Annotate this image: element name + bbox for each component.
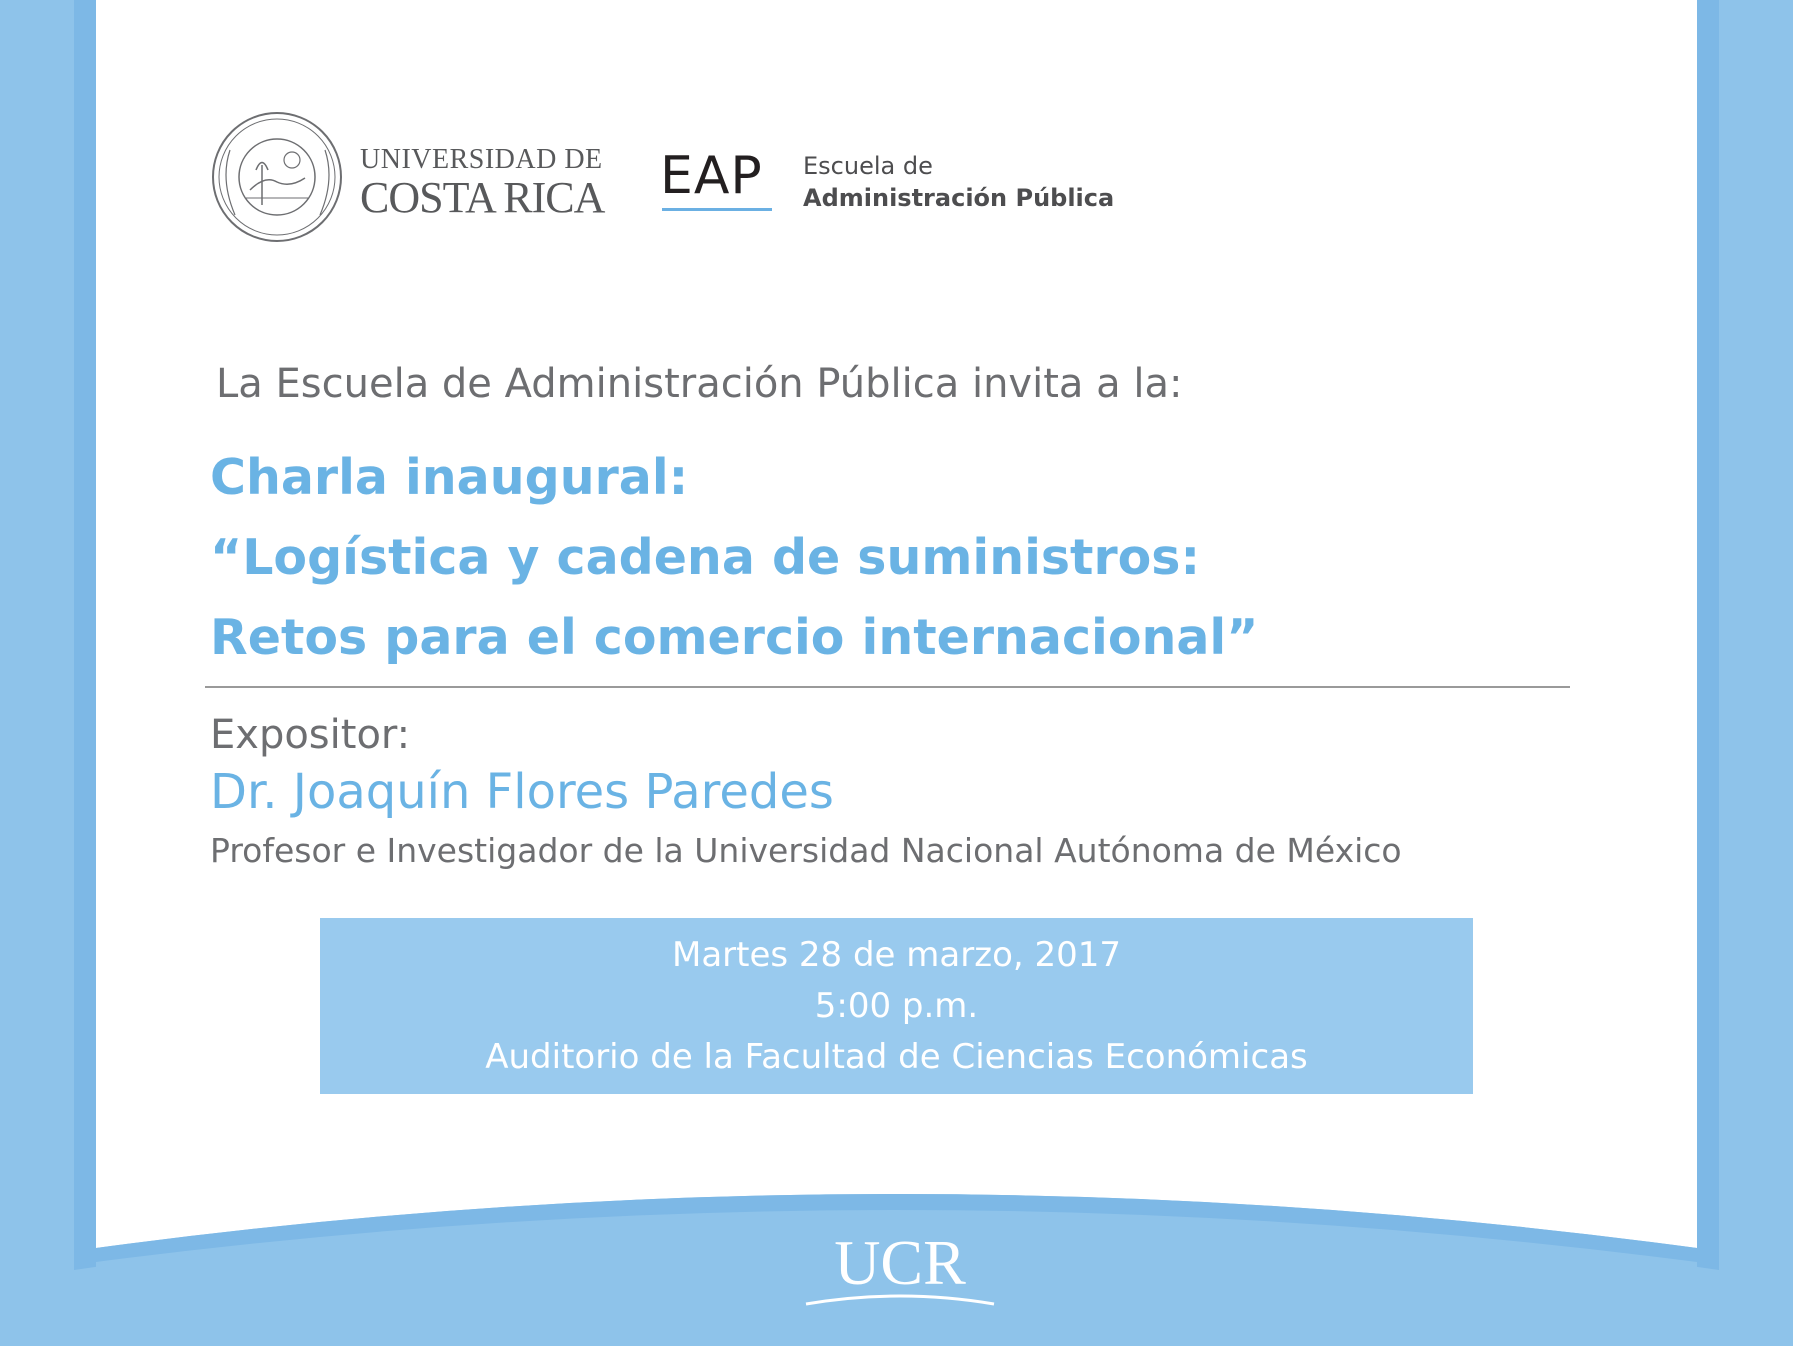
headline-line-1: Charla inaugural: [210,449,689,506]
talk-headline [210,438,1258,678]
eap-abbreviation: EAP [660,146,763,206]
headline-line-3: Retos para el comercio internacional” [210,609,1259,666]
school-name-line1: Escuela de [803,152,933,180]
university-name-line2: COSTA RICA [360,173,605,222]
event-time: 5:00 p.m. [814,986,979,1026]
event-date: Martes 28 de marzo, 2017 [671,935,1122,975]
ucr-logo [800,1222,1000,1314]
speaker-label: Expositor: [210,712,411,758]
university-wordmark [360,145,604,221]
university-seal-icon [210,110,345,245]
invitation-intro: La Escuela de Administración Pública invita a la: [216,361,1183,407]
school-name-line2: Administración Pública [803,184,1115,212]
speaker-name: Dr. Joaquín Flores Paredes [210,764,834,820]
ucr-logo-text: UCR [834,1227,966,1298]
section-divider [205,686,1570,688]
speaker-affiliation: Profesor e Investigador de la Universidad Nacional Autónoma de México [210,831,1402,870]
university-name-line1: UNIVERSIDAD DE [360,144,603,175]
event-venue: Auditorio de la Facultad de Ciencias Económicas [485,1037,1308,1077]
headline-line-2: “Logística y cadena de suministros: [210,529,1201,586]
eap-underline [662,208,772,211]
school-name [803,150,1114,214]
event-details-box [320,918,1473,1094]
